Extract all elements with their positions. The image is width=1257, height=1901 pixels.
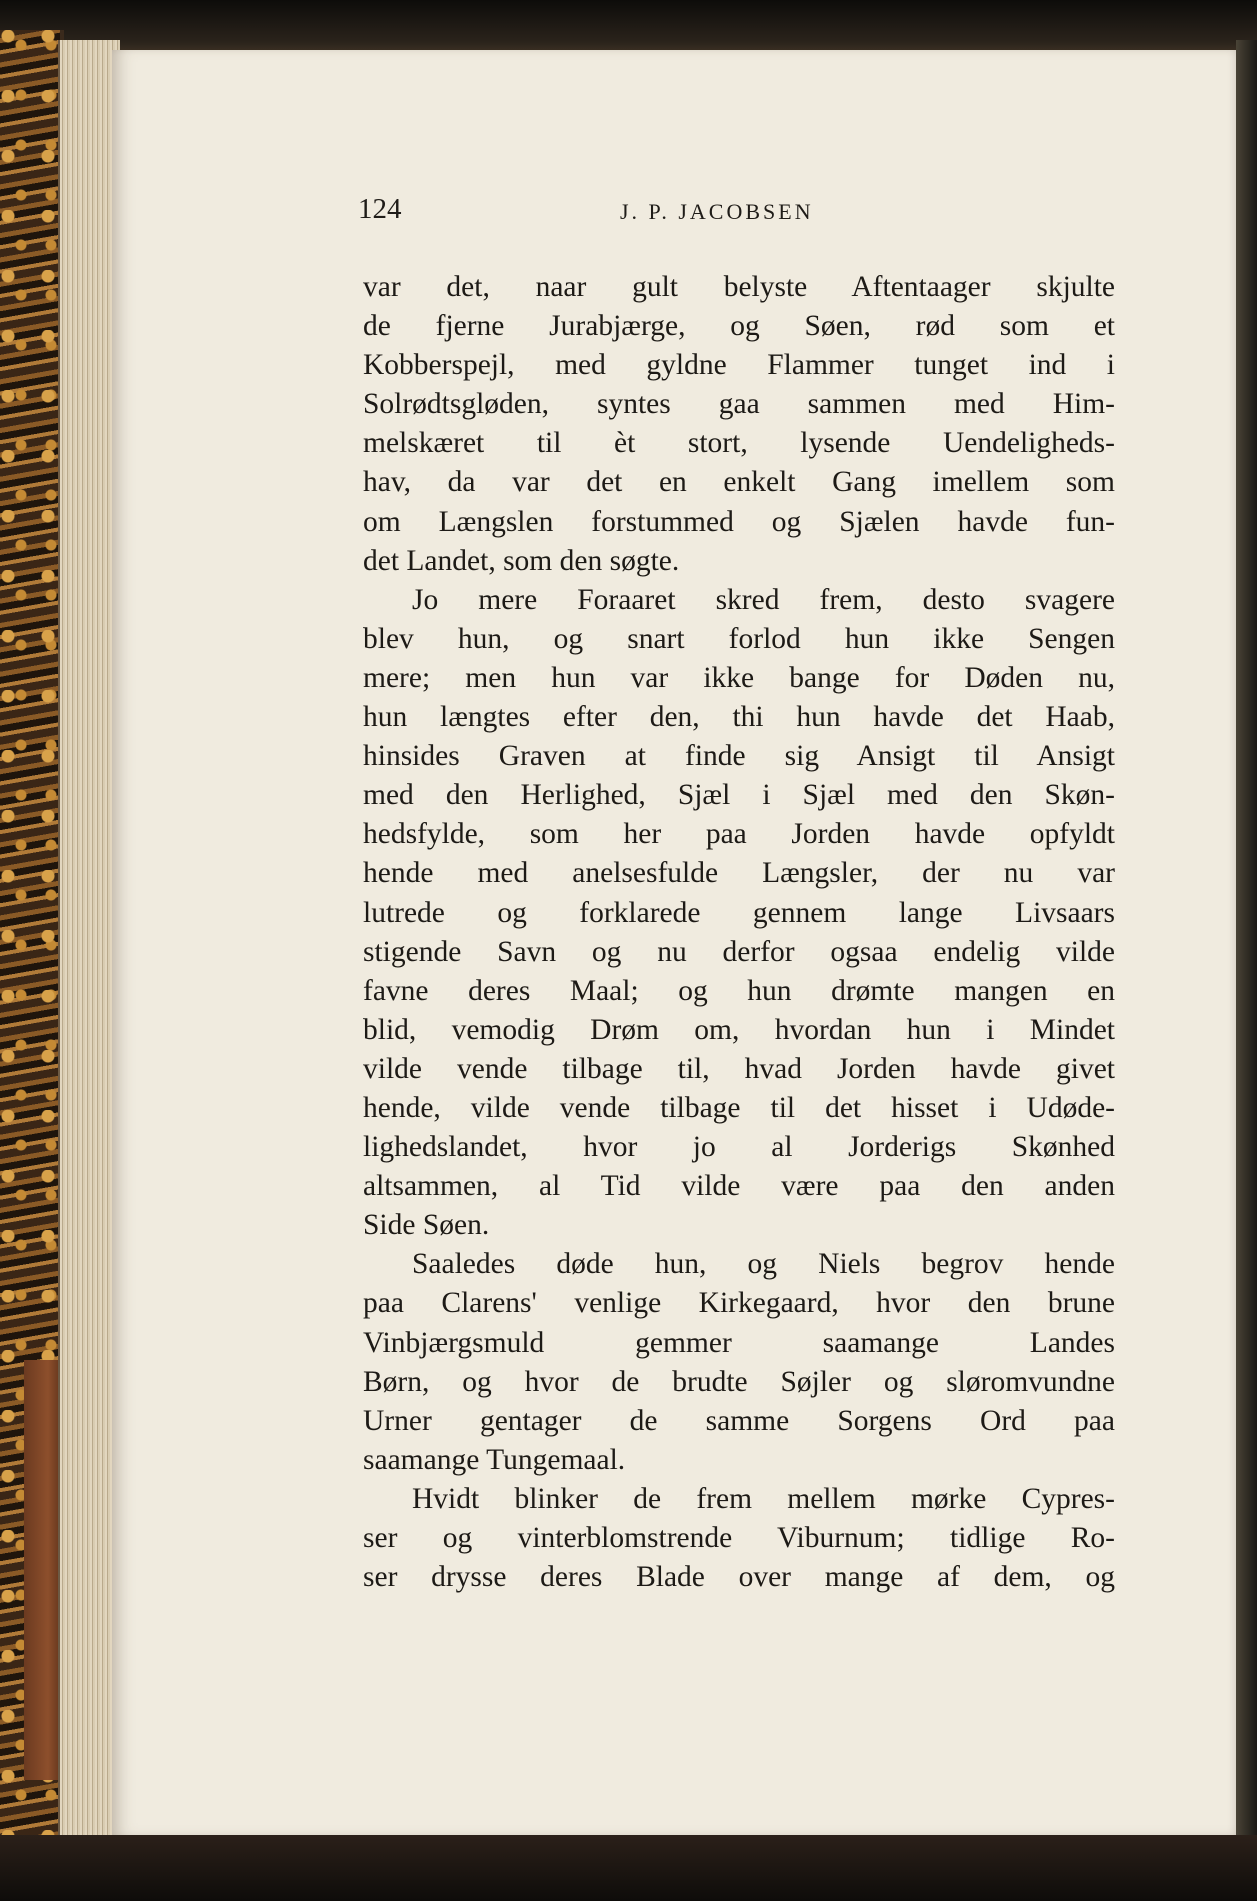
text-line: Børn, og hvor de brudte Søjler og sløromvundne [363,1365,1115,1398]
text-line: om Længslen forstummed og Sjælen havde fun- [363,505,1115,538]
text-line: lutrede og forklarede gennem lange Livsaars [363,896,1115,929]
text-line: altsammen, al Tid vilde være paa den anden [363,1170,1115,1203]
text-line: Kobberspejl, med gyldne Flammer tunget ind i [363,349,1115,382]
text-line: saamange Tungemaal. [363,1443,626,1476]
page-number: 124 [358,193,402,225]
text-line: var det, naar gult belyste Aftentaager skjulte [363,271,1115,303]
text-line: stigende Savn og nu derfor ogsaa endelig vilde [363,935,1115,968]
text-line: lighedslandet, hvor jo al Jorderigs Skønhed [363,1131,1115,1164]
text-line: Side Søen. [363,1209,490,1242]
text-line: med den Herlighed, Sjæl i Sjæl med den Skøn- [363,779,1115,812]
text-line: ser drysse deres Blade over mange af dem, og [363,1561,1115,1594]
text-line: favne deres Maal; og hun drømte mangen en [363,974,1115,1007]
text-line: hinsides Graven at finde sig Ansigt til Ansigt [363,740,1115,773]
text-line: hun længtes efter den, thi hun havde det Haab, [363,701,1115,734]
text-line: blev hun, og snart forlod hun ikke Sengen [363,622,1115,655]
text-line: paa Clarens' venlige Kirkegaard, hvor den brune [363,1287,1115,1320]
text-line: de fjerne Jurabjærge, og Søen, rød som et [363,310,1115,343]
text-line: vilde vende tilbage til, hvad Jorden havde givet [363,1052,1115,1085]
text-line: Hvidt blinker de frem mellem mørke Cypres- [412,1482,1115,1515]
book-cover-bottom [0,1835,1257,1901]
body-text [363,268,1115,1597]
text-line: Vinbjærgsmuld gemmer saamange Landes [363,1326,1115,1359]
text-line: Saaledes døde hun, og Niels begrov hende [412,1248,1115,1281]
running-head [358,193,1118,233]
text-line: melskæret til èt stort, lysende Uendeligheds- [363,427,1115,460]
text-line: Solrødtsgløden, syntes gaa sammen med Him- [363,388,1115,421]
text-line: ser og vinterblomstrende Viburnum; tidlige Ro- [363,1522,1115,1554]
stacked-page-edges [58,40,120,1840]
running-head-author: J. P. JACOBSEN [620,199,814,224]
text-line: hende, vilde vende tilbage til det hisset i Udøde- [363,1091,1115,1124]
text-line: mere; men hun var ikke bange for Døden nu, [363,661,1115,694]
text-line: hav, da var det en enkelt Gang imellem som [363,466,1115,499]
text-line: Urner gentager de samme Sorgens Ord paa [363,1404,1115,1437]
text-line: hedsfylde, som her paa Jorden havde opfyldt [363,818,1115,851]
text-line: Jo mere Foraaret skred frem, desto svagere [412,583,1115,616]
text-line: det Landet, som den søgte. [363,544,680,577]
text-line: blid, vemodig Drøm om, hvordan hun i Mindet [363,1013,1115,1046]
right-page-shadow [1236,40,1257,1840]
text-line: hende med anelsesfulde Længsler, der nu var [363,857,1115,890]
